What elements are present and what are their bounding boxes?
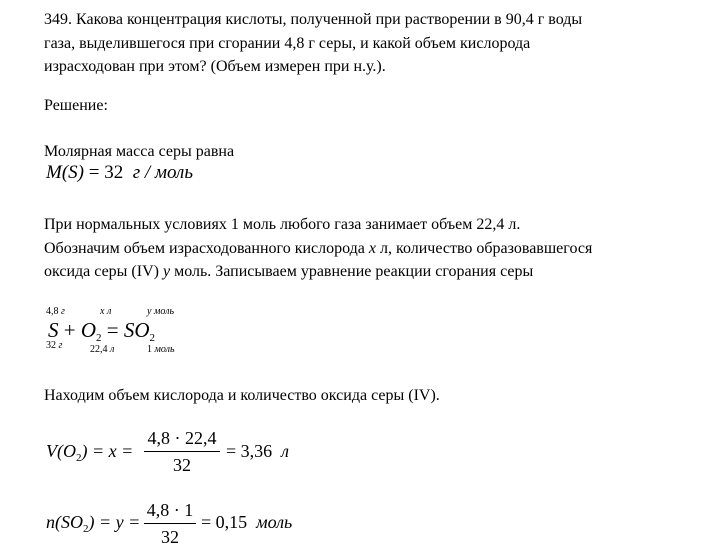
find-text: Находим объем кислорода и количество оксида серы (IV). <box>44 387 440 404</box>
molar-mass-value: 32 <box>104 162 124 183</box>
reactant-oxygen: O2 <box>80 318 102 344</box>
explanation-line-2-b: л, количество образовавшегося <box>376 239 593 257</box>
reaction-bottom-o2: 22,4 л <box>90 344 115 355</box>
problem-line-3: израсходован при этом? (Объем измерен при н.у.). <box>44 58 386 75</box>
explanation-line-3-b: моль. Записываем уравнение реакции сгорания серы <box>170 263 534 280</box>
problem-line-1: 349. Какова концентрация кислоты, полученной при растворении в 90,4 г воды <box>44 11 583 28</box>
reaction-bottom-so2: 1 моль <box>147 344 175 355</box>
problem-statement <box>44 8 696 79</box>
reaction-top-s: 4,8 г <box>46 306 65 317</box>
so2-unit: моль <box>256 512 293 532</box>
oxygen-denominator: 32 <box>173 455 191 475</box>
reaction-top-so2: y моль <box>147 306 174 317</box>
oxygen-unit: л <box>281 441 290 461</box>
product-so2: SO2 <box>123 318 156 344</box>
explanation-line-3-a: оксида серы (IV) <box>44 263 163 280</box>
oxygen-result: = 3,36 л <box>226 441 290 461</box>
explanation-line-3 <box>44 260 696 284</box>
solution-heading: Решение: <box>44 97 108 114</box>
oxygen-numerator: 4,8 · 22,4 <box>147 428 217 448</box>
oxygen-lhs: $V(O_2) = x$ = <box>46 441 134 464</box>
reaction-formula <box>48 318 155 343</box>
plus-sign: + <box>63 318 76 342</box>
explanation-line-2-a: Обозначим объем израсходованного кислорода <box>44 239 369 257</box>
fraction-bar <box>144 451 220 452</box>
so2-lhs: $n(SO_2) = y$ = <box>46 512 141 535</box>
molar-mass-unit: г / моль <box>132 162 193 183</box>
so2-result: = 0,15 моль <box>201 512 293 532</box>
variable-y: y <box>162 263 171 280</box>
reaction-bottom-s: 32 г <box>46 340 63 351</box>
so2-numerator: 4,8 · 1 <box>146 500 194 520</box>
explanation-line-1: При нормальных условиях 1 моль любого газа занимает объем 22,4 л. <box>44 216 521 233</box>
molar-mass-text: Молярная масса серы равна <box>44 143 235 160</box>
fraction-bar <box>144 523 196 524</box>
so2-denominator: 32 <box>161 527 179 547</box>
explanation-line-2 <box>44 237 696 261</box>
reaction-top-o2: x л <box>100 306 112 317</box>
equals-sign: = <box>106 318 119 342</box>
problem-line-2: газа, выделившегося при сгорании 4,8 г серы, и какой объем кислорода <box>44 34 531 52</box>
explanation <box>44 213 696 284</box>
molar-mass-equals: = <box>88 162 100 183</box>
reactant-sulfur: S <box>48 318 59 342</box>
oxygen-fraction <box>144 427 220 476</box>
molar-mass-lhs: M(S) <box>46 162 84 183</box>
molar-mass-formula <box>46 162 193 184</box>
variable-x: x <box>368 239 377 257</box>
so2-fraction <box>144 499 196 548</box>
